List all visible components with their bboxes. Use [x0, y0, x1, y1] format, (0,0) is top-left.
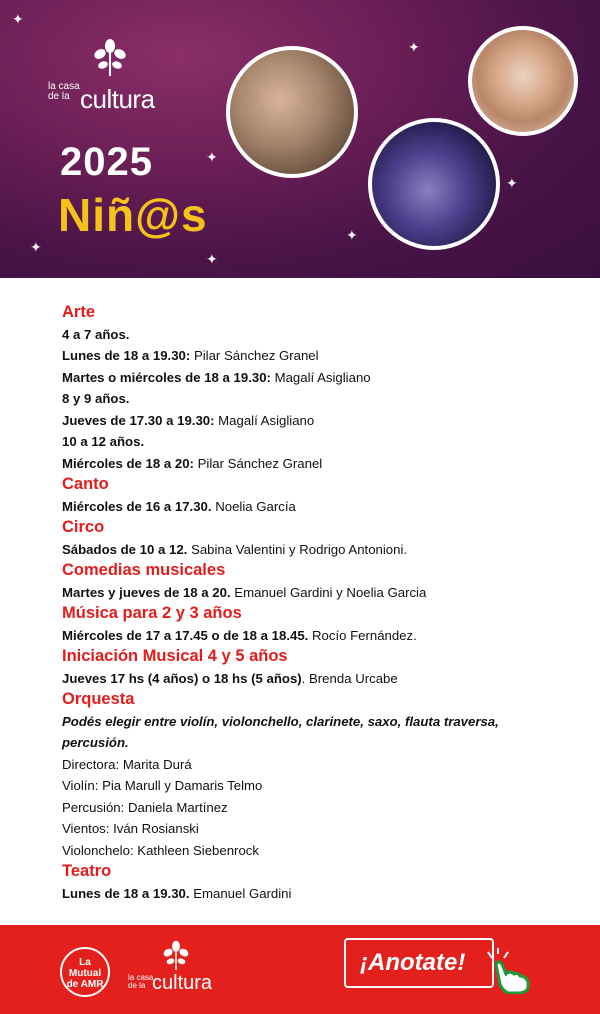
sparkle-icon: ✦ [346, 227, 358, 243]
section-title-comedias: Comedias musicales [62, 561, 226, 579]
logo-small-text: la casa de la [48, 81, 80, 102]
sparkle-icon: ✦ [206, 251, 218, 267]
year-heading: 2025 [60, 140, 153, 184]
teacher: Magalí Asigliano [270, 369, 371, 385]
schedule-line [62, 496, 582, 518]
schedule-time: Lunes de 18 a 19.30. [62, 885, 190, 901]
teacher: Emanuel Gardini [189, 885, 292, 901]
schedule-line [62, 883, 582, 905]
orquesta-description: Podés elegir entre violín, violonchello, clarinete, saxo, flauta traversa, [62, 713, 499, 729]
footer-casa-cultura-logo [128, 940, 218, 1000]
schedule-line [62, 410, 582, 432]
teacher: Noelia García [211, 498, 296, 514]
logo-small-text: la casa de la [128, 973, 154, 990]
section-title-circo: Circo [62, 518, 105, 536]
teacher: Emanuel Gardini y Noelia Garcia [230, 584, 427, 600]
teacher: Pilar Sánchez Granel [193, 455, 323, 471]
staff-line: Directora: Marita Durá [62, 756, 192, 772]
schedule-line [62, 539, 582, 561]
page-title: Niñ@s [58, 189, 208, 241]
section-title-teatro: Teatro [62, 862, 112, 880]
sparkle-icon: ✦ [506, 175, 518, 191]
sparkle-icon: ✦ [30, 239, 42, 255]
teacher: Magalí Asigliano [214, 412, 315, 428]
section-title-iniciacion: Iniciación Musical 4 y 5 años [62, 647, 288, 665]
schedule-line [62, 367, 582, 389]
section-title-canto: Canto [62, 475, 109, 493]
schedule-line [62, 668, 582, 690]
schedule-line [62, 453, 582, 475]
teacher: . Brenda Urcabe [301, 670, 398, 686]
orquesta-description: percusión. [62, 735, 129, 750]
section-title-orquesta: Orquesta [62, 690, 135, 708]
sparkle-icon: ✦ [12, 11, 24, 27]
age-group: 8 y 9 años. [62, 391, 130, 406]
age-group: 4 a 7 años. [62, 326, 130, 342]
schedule-line [62, 345, 582, 367]
logo-big-text: cultura [80, 84, 155, 114]
leaves-icon [90, 38, 130, 76]
teacher: Sabina Valentini y Rodrigo Antonioni. [187, 541, 408, 557]
schedule-time: Miércoles de 17 a 17.45 o de 18 a 18.45. [62, 627, 309, 643]
sparkle-icon: ✦ [408, 39, 420, 55]
hero-banner [0, 0, 600, 278]
logo-big-text: cultura [152, 972, 213, 994]
teacher: Pilar Sánchez Granel [190, 348, 319, 363]
sparkle-icon: ✦ [206, 149, 218, 165]
schedule-time: Martes o miércoles de 18 a 19.30: [62, 369, 271, 385]
staff-line: Percusión: Daniela Martínez [62, 799, 228, 815]
schedule-time: Miércoles de 16 a 17.30. [62, 498, 212, 514]
leaves-icon [160, 940, 192, 970]
staff-line: Violonchelo: Kathleen Siebenrock [62, 842, 259, 858]
age-group: 10 a 12 años. [62, 434, 145, 449]
la-mutual-de-amr-logo: La Mutual de AMR [60, 947, 110, 997]
schedule-time: Jueves 17 hs (4 años) o 18 hs (5 años) [62, 670, 302, 686]
photo-children-drums [226, 46, 358, 178]
photo-children-theater [368, 118, 500, 250]
staff-line: Violín: Pia Marull y Damaris Telmo [62, 778, 263, 793]
la-casa-de-la-cultura-logo [48, 38, 158, 114]
pointing-hand-icon [484, 948, 534, 994]
schedule-time: Jueves de 17.30 a 19.30: [62, 412, 215, 428]
section-title-musica: Música para 2 y 3 años [62, 604, 242, 622]
anotate-button[interactable]: ¡Anotate! [344, 938, 494, 988]
teacher: Rocío Fernández. [308, 627, 417, 643]
photo-child-drawing [468, 26, 578, 136]
schedule-line [62, 625, 582, 647]
section-title-arte: Arte [62, 303, 96, 321]
program-list [62, 302, 582, 904]
schedule-time: Martes y jueves de 18 a 20. [62, 584, 231, 600]
schedule-time: Lunes de 18 a 19.30: [62, 348, 191, 363]
schedule-time: Miércoles de 18 a 20: [62, 455, 194, 471]
staff-line: Vientos: Iván Rosianski [62, 821, 199, 836]
schedule-line [62, 582, 582, 604]
schedule-time: Sábados de 10 a 12. [62, 541, 188, 557]
